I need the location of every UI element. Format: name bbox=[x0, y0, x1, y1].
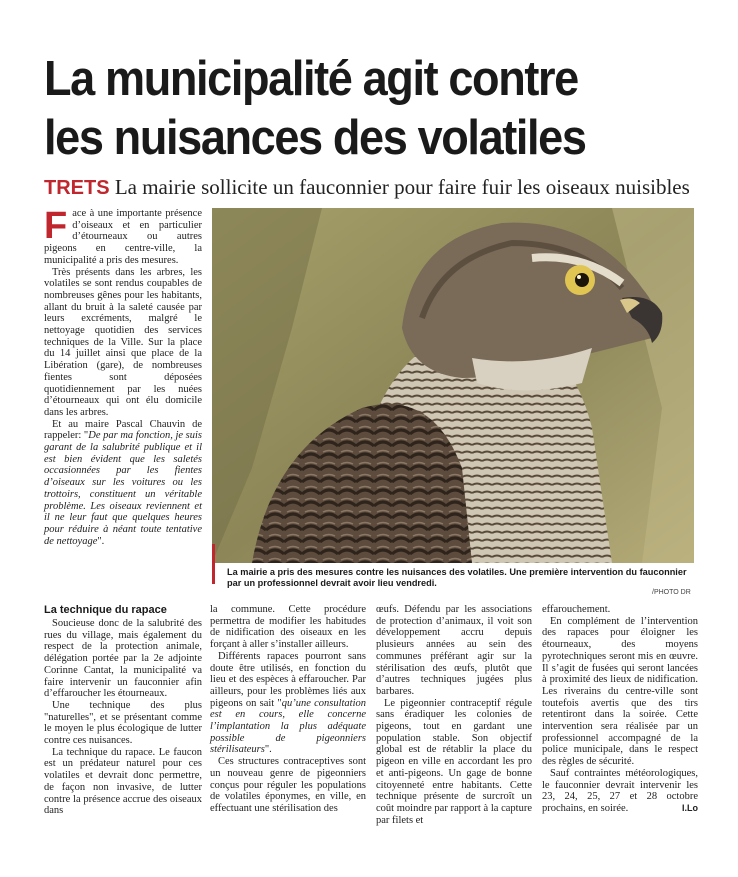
consultation-quote: qu’une consultation est en cours, elle concerne l’implantation la plus adéquate possible de pigeonniers stérilisateurs bbox=[210, 697, 366, 756]
column-3-paragraph-1: œufs. Défendu par les associations de protection d’animaux, il voit son développement accru depuis plusieurs années au sein des communes préférant agir sur la stérilisation des œufs, plutôt que d’autres techniques jugées plus barbares. bbox=[376, 604, 532, 697]
column-1-paragraph-1: Soucieuse donc de la salubrité des rues du village, mais également du respect de la protection animale, délégation portée par la 2e adjointe Corinne Cantat, la municipalité va faire intervenir un fauconnier afin d’effaroucher les étourneaux. bbox=[44, 618, 202, 700]
headline-line-1: La municipalité agit contre bbox=[44, 52, 578, 106]
intro-paragraph-3 bbox=[44, 419, 202, 548]
intro-text-3b: ". bbox=[97, 535, 105, 547]
drop-cap: F bbox=[44, 205, 68, 247]
column-4-text-3: Sauf contraintes météorologiques, le fauconnier devrait intervenir les 23, 24, 25, 27 et 28 octobre prochains, en soirée. bbox=[542, 767, 698, 814]
column-2-paragraph-2 bbox=[210, 651, 366, 756]
photo-credit: /PHOTO DR bbox=[652, 589, 691, 596]
column-2-text-2: Différents rapaces pourront sans doute être utilisés, en fonction du lieu et des espèces à effaroucher. Par ailleurs, pour les problèmes liés aux pigeons on sait " bbox=[210, 650, 366, 709]
intro-paragraph-2: Très présents dans les arbres, les volatiles se sont rendus coupables de nombreuses gênes pour les habitants, allant du bruit à la saleté causée par leurs excréments, malgré le nettoyage quotidien des services techniques de la Ville. Sur la place du 14 juillet ainsi que place de la Libération (gare), de nombreuses fientes sont déposées quotidiennement par les nuées d’étourneaux qui ont élu domicile dans les arbres. bbox=[44, 266, 202, 418]
column-1-paragraph-3: La technique du rapace. Le faucon est un prédateur naturel pour ces volatiles et devrait donc permettre, de façon non invasive, de lutter contre la présence accrue des oiseaux dans bbox=[44, 746, 202, 817]
photo-caption: La mairie a pris des mesures contre les nuisances des volatiles. Une première intervention du fauconnier par un professionnel devrait avoir lieu vendredi. bbox=[227, 567, 687, 588]
intro-text-1: ace à une importante présence d’oiseaux et en particulier d’étourneaux ou autres pigeons en centre-ville, la municipalité a pris des mesures. bbox=[44, 208, 202, 266]
author-signature: I.Lo bbox=[682, 802, 698, 813]
headline bbox=[44, 50, 651, 168]
column-1 bbox=[44, 604, 202, 817]
kicker-location: TRETS bbox=[44, 177, 110, 199]
column-2 bbox=[210, 604, 366, 815]
mayor-quote: De par ma fonction, je suis garant de la salubrité publique et il est bien évident que les saletés occasionnées par les fientes d’oiseaux sur les voitures ou les trottoirs, constituent un véritable problème. Les oiseaux reviennent et il ne leur faut que quelques heures pour réduire à néant toute tentative de nettoyage bbox=[44, 430, 202, 547]
column-4-paragraph-1: effarouchement. bbox=[542, 604, 611, 615]
subheadline bbox=[44, 174, 724, 201]
subhead-text: La mairie sollicite un fauconnier pour faire fuir les oiseaux nuisibles bbox=[114, 175, 690, 199]
caption-marker bbox=[212, 544, 215, 584]
intro-paragraph-1 bbox=[44, 205, 202, 267]
hawk-illustration bbox=[212, 208, 694, 563]
column-3-paragraph-2: Le pigeonnier contraceptif régule sans éradiquer les colonies de pigeons, tout en gardant une population stable. Son objectif global est de rétablir la place du pigeon en ville en accordant les pro et anti-pigeons. Un gage de bonne citoyenneté entre habitants. Cette technique présente de surcroît un coût moindre par rapport à la capture par filets et bbox=[376, 697, 532, 826]
headline-line-2: les nuisances des volatiles bbox=[44, 111, 586, 165]
intro-text-3a: Et au maire Pascal Chauvin de rappeler: " bbox=[44, 418, 202, 442]
intro-column bbox=[44, 205, 202, 547]
column-4-paragraph-3 bbox=[542, 768, 698, 815]
hawk-photo bbox=[212, 208, 694, 563]
column-4-paragraph-2: En complément de l’intervention des rapaces pour éloigner les étourneaux, des moyens pyrotechniques seront mis en œuvre. Il s’agit de fusées qui seront lancées à proximité des lieux de nidification. Les riverains du centre-ville sont toutefois avertis que des tirs retentiront dans la soirée. Cette intervention sera réalisée par un professionnel accompagné de la police municipale, dans le respect des règles de sécurité. bbox=[542, 615, 698, 768]
column-2-paragraph-3: Ces structures contraceptives sont un nouveau genre de pigeonniers conçus pour réguler les populations de volatiles éponymes, en ville, en effectuant une stérilisation des bbox=[210, 756, 366, 814]
column-2-paragraph-1: la commune. Cette procédure permettra de modifier les habitudes de nidification des oiseaux en les forçant à aller s’installer ailleurs. bbox=[210, 604, 366, 651]
column-3 bbox=[376, 604, 532, 826]
section-title: La technique du rapace bbox=[44, 604, 167, 616]
column-2-text-2-end: ". bbox=[264, 744, 272, 756]
column-1-paragraph-2: Une technique des plus "naturelles", et se présentant comme le moyen le plus écologique de lutter contre ces nuisances. bbox=[44, 699, 202, 747]
column-4 bbox=[542, 604, 698, 815]
